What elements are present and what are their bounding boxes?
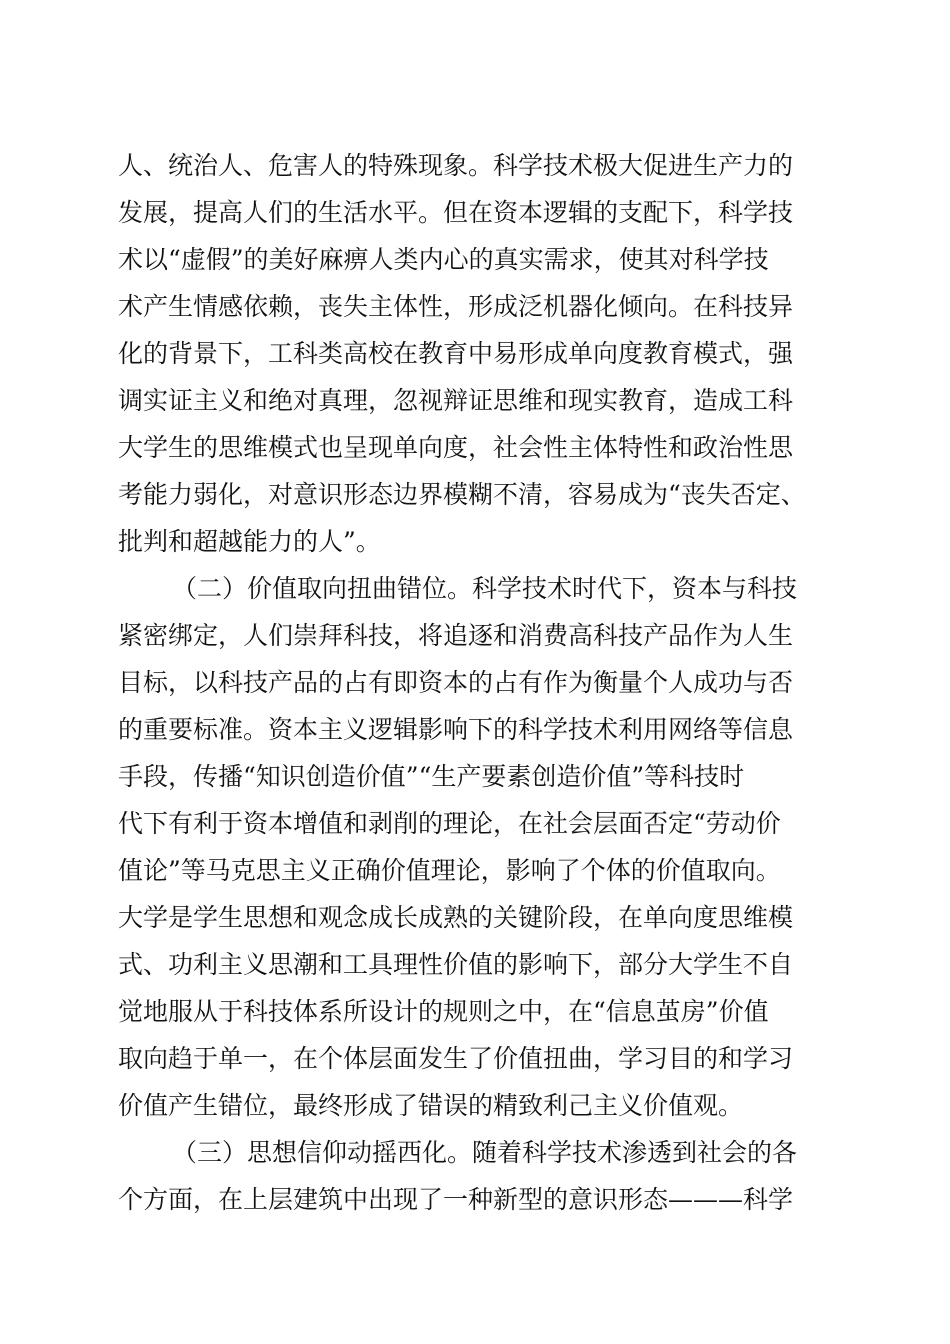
text-line: 大学是学生思想和观念成长成熟的关键阶段，在单向度思维模	[118, 903, 794, 932]
text-line: 化的背景下，工科类高校在教育中易形成单向度教育模式，强	[118, 339, 794, 368]
text-line: 人、统治人、危害人的特殊现象。科学技术极大促进生产力的	[118, 151, 794, 180]
body-text	[118, 142, 838, 1223]
text-line: 紧密绑定，人们崇拜科技，将追逐和消费高科技产品作为人生	[118, 621, 794, 650]
paragraph-continuation	[118, 142, 838, 565]
text-line: 考能力弱化，对意识形态边界模糊不清，容易成为“丧失否定、	[118, 480, 806, 509]
text-line: 术产生情感依赖，丧失主体性，形成泛机器化倾向。在科技异	[118, 292, 794, 321]
text-line: 取向趋于单一，在个体层面发生了价值扭曲，学习目的和学习	[118, 1044, 794, 1073]
text-line: 调实证主义和绝对真理，忽视辩证思维和现实教育，造成工科	[118, 386, 794, 415]
text-line: （二）价值取向扭曲错位。科学技术时代下，资本与科技	[172, 574, 798, 603]
paragraph-belief	[118, 1129, 838, 1223]
text-line: 术以“虚假”的美好麻痹人类内心的真实需求，使其对科学技	[118, 245, 769, 274]
text-line: 觉地服从于科技体系所设计的规则之中，在“信息茧房”价值	[118, 997, 769, 1026]
text-line: 大学生的思维模式也呈现单向度，社会性主体特性和政治性思	[118, 433, 794, 462]
text-line: 目标，以科技产品的占有即资本的占有作为衡量个人成功与否	[118, 668, 794, 697]
text-line: 价值产生错位，最终形成了错误的精致利己主义价值观。	[118, 1091, 744, 1120]
text-line: 手段，传播“知识创造价值”“生产要素创造价值”等科技时	[118, 762, 745, 791]
text-line: 值论”等马克思主义正确价值理论，影响了个体的价值取向。	[118, 856, 781, 885]
text-line: 式、功利主义思潮和工具理性价值的影响下，部分大学生不自	[118, 950, 794, 979]
text-line: （三）思想信仰动摇西化。随着科学技术渗透到社会的各	[172, 1138, 798, 1167]
text-line: 代下有利于资本增值和剥削的理论，在社会层面否定“劳动价	[118, 809, 781, 838]
text-line: 个方面，在上层建筑中出现了一种新型的意识形态———科学	[118, 1185, 794, 1214]
text-line: 批判和超越能力的人”。	[118, 527, 381, 556]
text-line: 的重要标准。资本主义逻辑影响下的科学技术利用网络等信息	[118, 715, 794, 744]
paragraph-value-orientation	[118, 565, 838, 1129]
text-line: 发展，提高人们的生活水平。但在资本逻辑的支配下，科学技	[118, 198, 794, 227]
